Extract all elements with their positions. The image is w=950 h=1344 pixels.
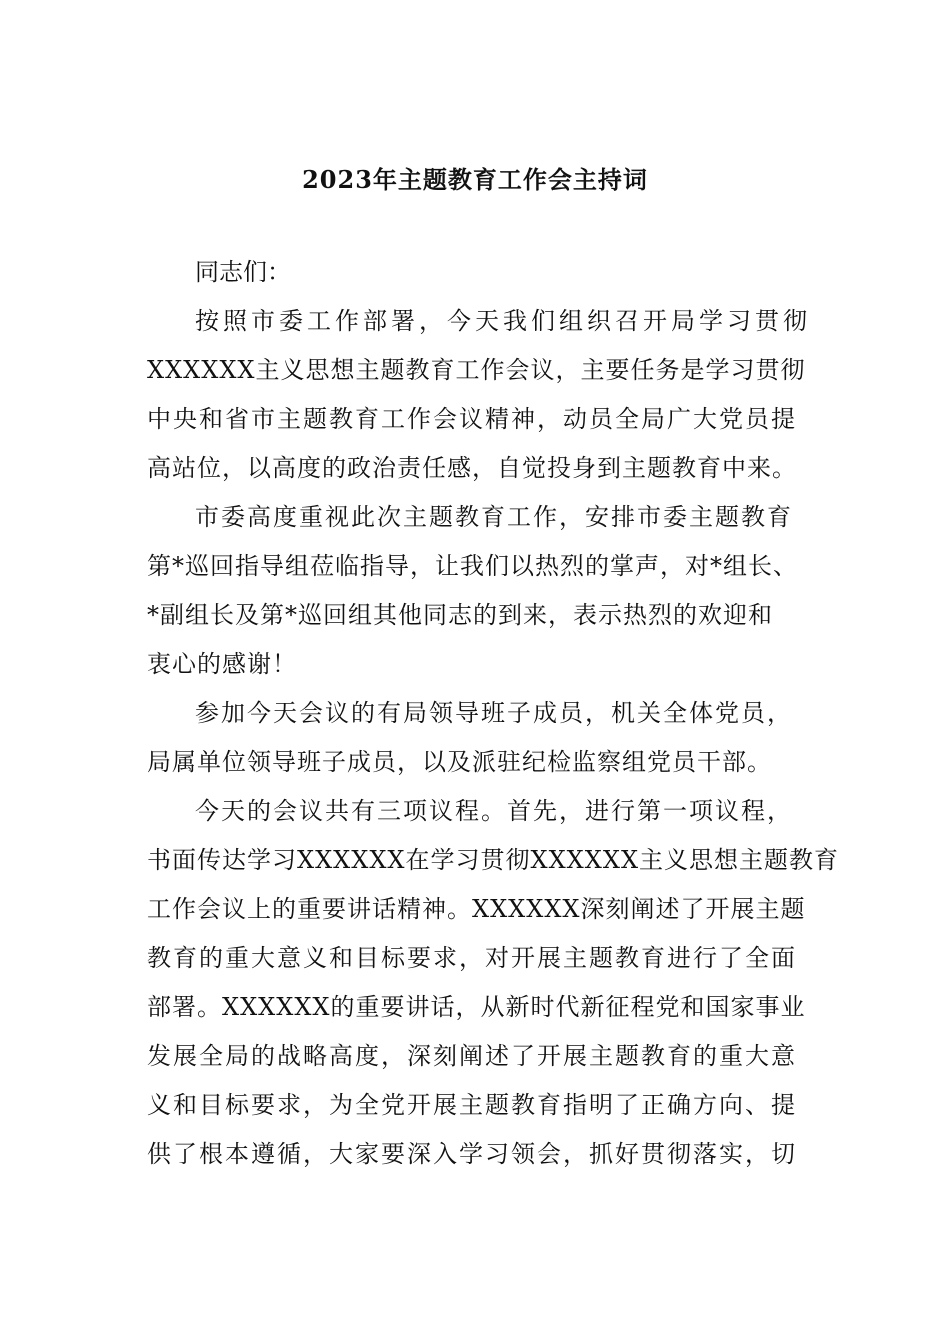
salutation-line: 同志们： [195,258,291,286]
document-body [147,251,840,1182]
paragraph-line: 发展全局的战略高度，深刻阐述了开展主题教育的重大意 [147,1042,797,1070]
paragraph-line: 今天的会议共有三项议程。首先，进行第一项议程， [195,797,793,825]
paragraph-line: 工作会议上的重要讲话精神。XXXXXX深刻阐述了开展主题 [147,895,806,923]
paragraph-line: 义和目标要求，为全党开展主题教育指明了正确方向、提 [147,1091,797,1119]
paragraph-line: *副组长及第*巡回组其他同志的到来，表示热烈的欢迎和 [147,601,773,629]
paragraph-line: 按照市委工作部署，今天我们组织召开局学习贯彻 [195,307,811,335]
paragraph-line: 教育的重大意义和目标要求，对开展主题教育进行了全面 [147,944,797,972]
paragraph-line: 衷心的感谢！ [147,650,297,678]
paragraph-line: 书面传达学习XXXXXX在学习贯彻XXXXXX主义思想主题教育 [147,846,840,874]
paragraph-line: 高站位，以高度的政治责任感，自觉投身到主题教育中来。 [147,454,797,482]
paragraph-line: XXXXXX主义思想主题教育工作会议，主要任务是学习贯彻 [147,356,806,384]
paragraph-line: 中央和省市主题教育工作会议精神，动员全局广大党员提 [147,405,797,433]
paragraph-line: 部署。XXXXXX的重要讲话，从新时代新征程党和国家事业 [147,993,806,1021]
paragraph-line: 市委高度重视此次主题教育工作，安排市委主题教育 [195,503,793,531]
paragraph-line: 局属单位领导班子成员，以及派驻纪检监察组党员干部。 [147,748,772,776]
paragraph-line: 第*巡回指导组莅临指导，让我们以热烈的掌声，对*组长、 [147,552,798,580]
paragraph-line: 供了根本遵循，大家要深入学习领会，抓好贯彻落实，切 [147,1140,797,1168]
document-title: 2023年主题教育工作会主持词 [302,165,648,194]
paragraph-line: 参加今天会议的有局领导班子成员，机关全体党员， [195,699,793,727]
